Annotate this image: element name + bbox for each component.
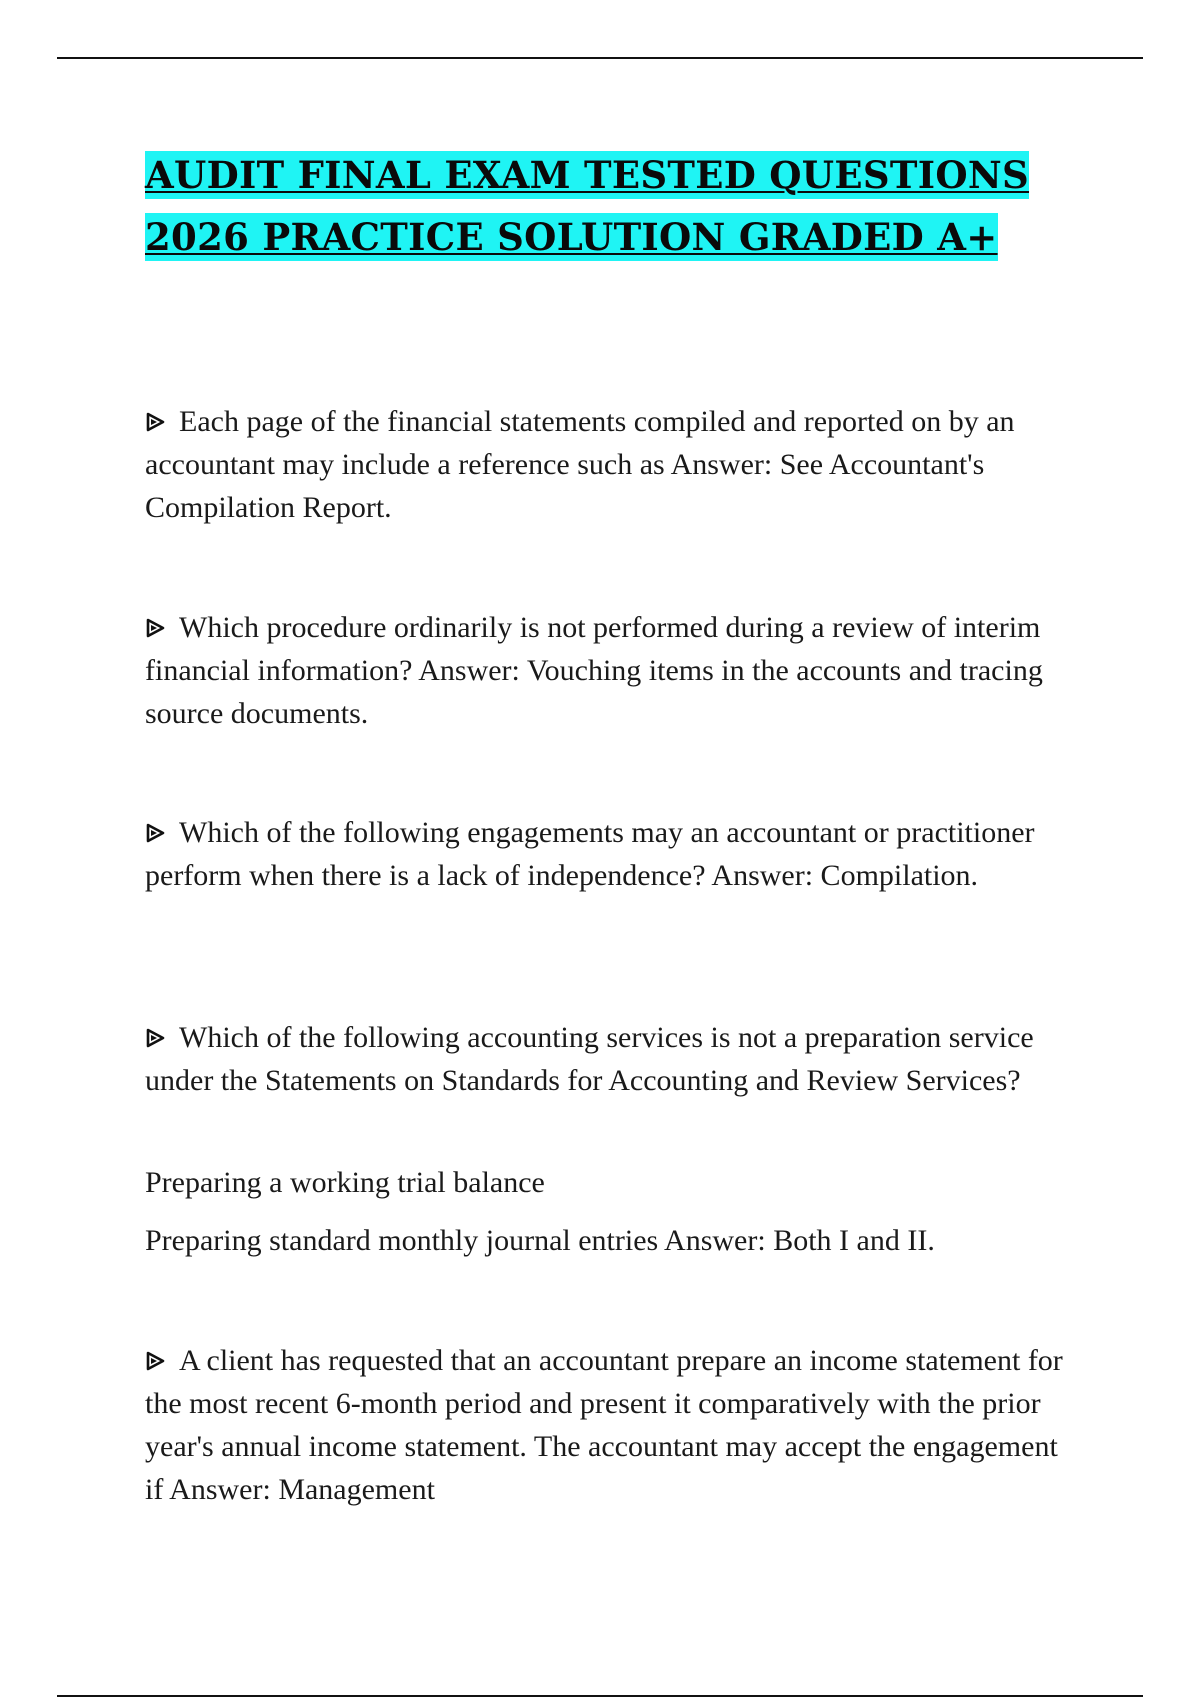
top-rule [57, 57, 1143, 59]
bottom-rule [57, 1695, 1143, 1697]
triangle-bullet-icon [145, 823, 165, 843]
question-4-option-1: Preparing a working trial balance [145, 1166, 545, 1199]
question-item-2 [145, 606, 1065, 735]
triangle-bullet-icon [145, 1028, 165, 1048]
question-text-1: Each page of the financial statements compiled and reported on by an accountant may include a reference such as Answer: See Accountant's Compilation Report. [145, 405, 1015, 524]
question-4-option-2: Preparing standard monthly journal entries Answer: Both I and II. [145, 1224, 935, 1257]
triangle-bullet-icon [145, 1351, 165, 1371]
question-item-1 [145, 400, 1065, 529]
question-text-4: Which of the following accounting services is not a preparation service under the Statements on Standards for Accounting and Review Services? [145, 1021, 1034, 1097]
triangle-bullet-icon [145, 412, 165, 432]
question-text-3: Which of the following engagements may an accountant or practitioner perform when there is a lack of independence? Answer: Compilation. [145, 816, 1035, 892]
question-item-4 [145, 1016, 1065, 1102]
triangle-bullet-icon [145, 618, 165, 638]
question-text-2: Which procedure ordinarily is not performed during a review of interim financial information? Answer: Vouching items in the accounts and tracing source documents. [145, 611, 1043, 730]
title-line-1: AUDIT FINAL EXAM TESTED QUESTIONS [145, 153, 1030, 197]
title-line-2: 2026 PRACTICE SOLUTION GRADED A+ [145, 215, 998, 259]
page-title [145, 144, 1045, 268]
question-item-5 [145, 1339, 1065, 1511]
question-item-3 [145, 811, 1065, 897]
question-text-5: A client has requested that an accountant prepare an income statement for the most recent 6-month period and present it comparatively with the prior year's annual income statement. The accountant may accept the engagement if Answer: Management [145, 1344, 1063, 1506]
